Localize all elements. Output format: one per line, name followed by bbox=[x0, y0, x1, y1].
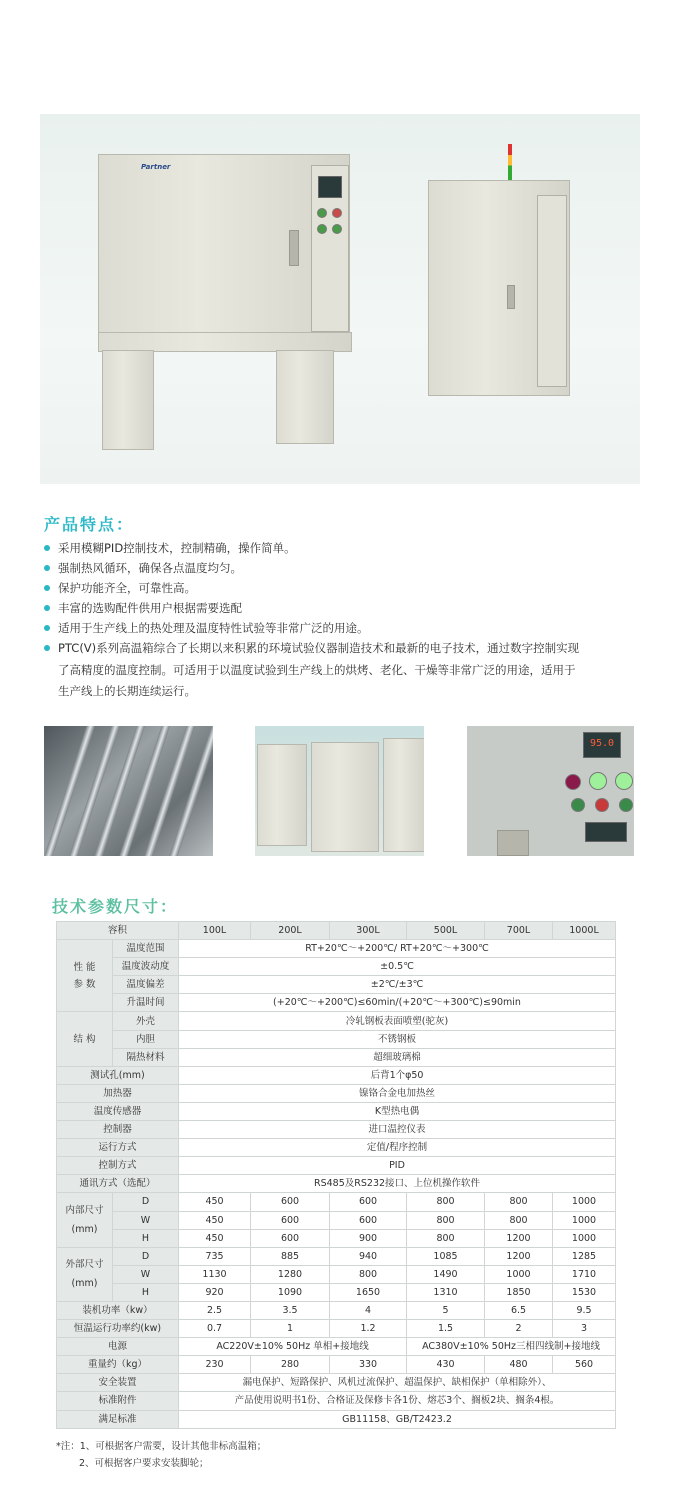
table-row bbox=[57, 1102, 616, 1120]
cell: 1 bbox=[251, 1320, 330, 1338]
factory-ovens-photo bbox=[255, 726, 424, 856]
header-col: 300L bbox=[330, 922, 407, 940]
cell: 480 bbox=[485, 1356, 553, 1374]
row-label: D bbox=[113, 1193, 179, 1211]
indicator-light bbox=[565, 774, 581, 790]
cell: 800 bbox=[485, 1211, 553, 1229]
row-label: 测试孔(mm) bbox=[57, 1066, 179, 1084]
specs-title: 技术参数尺寸： bbox=[52, 897, 179, 916]
oven-body-right bbox=[428, 180, 570, 396]
door-handle bbox=[497, 830, 529, 856]
control-panel-photo bbox=[467, 726, 634, 856]
row-value: 定值/程序控制 bbox=[179, 1139, 616, 1157]
table-row bbox=[57, 1066, 616, 1084]
indicator-light bbox=[571, 798, 585, 812]
oven-unit bbox=[311, 742, 379, 852]
feature-item: 适用于生产线上的热处理及温度特性试验等非常广泛的用途。 bbox=[44, 618, 644, 638]
table-row bbox=[57, 1030, 616, 1048]
feature-item: 丰富的选购配件供用户根据需要选配 bbox=[44, 598, 644, 618]
control-panel bbox=[537, 195, 567, 387]
cell: 1530 bbox=[553, 1283, 616, 1301]
cell: 430 bbox=[407, 1356, 485, 1374]
header-col: 500L bbox=[407, 922, 485, 940]
row-value: 镍铬合金电加热丝 bbox=[179, 1084, 616, 1102]
bullet-icon bbox=[44, 645, 50, 651]
cell: 1710 bbox=[553, 1265, 616, 1283]
feature-item: 强制热风循环，确保各点温度均匀。 bbox=[44, 558, 644, 578]
row-label: W bbox=[113, 1265, 179, 1283]
cell: 1000 bbox=[485, 1265, 553, 1283]
row-label: 外壳 bbox=[113, 1012, 179, 1030]
cell: 560 bbox=[553, 1356, 616, 1374]
table-row bbox=[57, 1012, 616, 1030]
brand-logo: Partner bbox=[141, 163, 171, 171]
feature-item-long: PTC(V)系列高温箱综合了长期以来积累的环境试验仪器制造技术和最新的电子技术，通过数字控制实现 了高精度的温度控制。可适用于以温度试验到生产线上的烘烤、老化、干燥等非常广泛的用途，适用于 生产线上的长期连续运行。 bbox=[44, 638, 644, 703]
row-label: 温度偏差 bbox=[113, 976, 179, 994]
footnote-line: *注：1、可根据客户需要，设计其他非标高温箱； bbox=[56, 1441, 267, 1452]
group-label: 外部尺寸 (mm) bbox=[57, 1247, 113, 1301]
row-label: 装机功率（kw） bbox=[57, 1301, 179, 1319]
cell: 800 bbox=[407, 1229, 485, 1247]
row-label: 温度波动度 bbox=[113, 958, 179, 976]
table-row bbox=[57, 1320, 616, 1338]
row-label: 内胆 bbox=[113, 1030, 179, 1048]
cell: 600 bbox=[330, 1211, 407, 1229]
cell: 450 bbox=[179, 1211, 251, 1229]
cell: 1280 bbox=[251, 1265, 330, 1283]
row-value: 后背1个φ50 bbox=[179, 1066, 616, 1084]
cell: 800 bbox=[485, 1193, 553, 1211]
cell: 1.5 bbox=[407, 1320, 485, 1338]
cell: 3.5 bbox=[251, 1301, 330, 1319]
row-label: 控制器 bbox=[57, 1121, 179, 1139]
cell: 1000 bbox=[553, 1229, 616, 1247]
row-label: 满足标准 bbox=[57, 1410, 179, 1428]
table-row bbox=[57, 1356, 616, 1374]
cell: 9.5 bbox=[553, 1301, 616, 1319]
cell: 1130 bbox=[179, 1265, 251, 1283]
indicator-light bbox=[619, 798, 633, 812]
row-label: 安全装置 bbox=[57, 1374, 179, 1392]
row-label: D bbox=[113, 1247, 179, 1265]
cell: 800 bbox=[407, 1211, 485, 1229]
bullet-icon bbox=[44, 625, 50, 631]
heater-rods-photo bbox=[44, 726, 213, 856]
row-value: RT+20℃～+200℃/ RT+20℃～+300℃ bbox=[179, 940, 616, 958]
row-label: 加热器 bbox=[57, 1084, 179, 1102]
table-row bbox=[57, 1193, 616, 1211]
group-label: 结 构 bbox=[57, 1012, 113, 1066]
table-row bbox=[57, 1265, 616, 1283]
header-col: 200L bbox=[251, 922, 330, 940]
header-col: 700L bbox=[485, 922, 553, 940]
table-row bbox=[57, 1283, 616, 1301]
cell: 1850 bbox=[485, 1283, 553, 1301]
cell: 450 bbox=[179, 1193, 251, 1211]
cell: 940 bbox=[330, 1247, 407, 1265]
table-header-row bbox=[57, 922, 616, 940]
temperature-display: 95.0 bbox=[583, 732, 621, 758]
indicator-light bbox=[332, 224, 342, 234]
feature-item: 采用模糊PID控制技术，控制精确，操作简单。 bbox=[44, 538, 644, 558]
indicator-light bbox=[317, 224, 327, 234]
row-value: ±2℃/±3℃ bbox=[179, 976, 616, 994]
row-value: ±0.5℃ bbox=[179, 958, 616, 976]
row-value: RS485及RS232接口、上位机操作软件 bbox=[179, 1175, 616, 1193]
cell: 1310 bbox=[407, 1283, 485, 1301]
row-label: 隔热材料 bbox=[113, 1048, 179, 1066]
oven-stand-leg bbox=[102, 350, 154, 450]
product-hero-image bbox=[40, 114, 640, 484]
cell: 1200 bbox=[485, 1247, 553, 1265]
cell: 0.7 bbox=[179, 1320, 251, 1338]
cell: 1.2 bbox=[330, 1320, 407, 1338]
table-row bbox=[57, 1229, 616, 1247]
footnote-line: 2、可根据客户要求安装脚轮； bbox=[79, 1458, 209, 1469]
cell: 1000 bbox=[553, 1193, 616, 1211]
cell: 800 bbox=[330, 1265, 407, 1283]
indicator-light bbox=[589, 772, 607, 790]
row-value: 漏电保护、短路保护、风机过流保护、超温保护、缺相保护（单相除外）、 bbox=[179, 1374, 616, 1392]
row-value: 产品使用说明书1份、合格证及保修卡各1份、熔芯3个、搁板2块、搁条4根。 bbox=[179, 1392, 616, 1410]
row-value: (+20℃～+200℃)≤60min/(+20℃～+300℃)≤90min bbox=[179, 994, 616, 1012]
oven-stand-leg bbox=[276, 350, 334, 444]
indicator-light bbox=[332, 208, 342, 218]
row-label: 恒温运行功率约(kw) bbox=[57, 1320, 179, 1338]
cell: 600 bbox=[251, 1193, 330, 1211]
row-label: 标准附件 bbox=[57, 1392, 179, 1410]
oven-stand bbox=[98, 332, 352, 352]
features-title: 产品特点： bbox=[44, 515, 135, 534]
indicator-light bbox=[615, 772, 633, 790]
cell: 1085 bbox=[407, 1247, 485, 1265]
table-row bbox=[57, 940, 616, 958]
cell: 5 bbox=[407, 1301, 485, 1319]
table-row bbox=[57, 958, 616, 976]
row-value: 进口温控仪表 bbox=[179, 1121, 616, 1139]
row-label: 运行方式 bbox=[57, 1139, 179, 1157]
table-row bbox=[57, 1338, 616, 1356]
bullet-icon bbox=[44, 545, 50, 551]
oven-body-left bbox=[98, 154, 350, 334]
cell: 1200 bbox=[485, 1229, 553, 1247]
cell: 4 bbox=[330, 1301, 407, 1319]
bullet-icon bbox=[44, 585, 50, 591]
row-label: H bbox=[113, 1229, 179, 1247]
features-list bbox=[44, 538, 644, 703]
cell: 280 bbox=[251, 1356, 330, 1374]
table-row bbox=[57, 976, 616, 994]
row-value: AC380V±10% 50Hz三相四线制+接地线 bbox=[407, 1338, 616, 1356]
row-value: 冷轧钢板表面喷塑(驼灰) bbox=[179, 1012, 616, 1030]
cell: 885 bbox=[251, 1247, 330, 1265]
table-row bbox=[57, 1048, 616, 1066]
oven-unit bbox=[257, 744, 307, 846]
heater-rod bbox=[44, 726, 97, 856]
indicator-light bbox=[595, 798, 609, 812]
cell: 450 bbox=[179, 1229, 251, 1247]
table-row bbox=[57, 1211, 616, 1229]
table-row bbox=[57, 1392, 616, 1410]
indicator-light bbox=[317, 208, 327, 218]
table-row bbox=[57, 1175, 616, 1193]
cell: 3 bbox=[553, 1320, 616, 1338]
row-label: H bbox=[113, 1283, 179, 1301]
cell: 600 bbox=[251, 1211, 330, 1229]
cell: 2 bbox=[485, 1320, 553, 1338]
signal-tower bbox=[508, 144, 512, 180]
row-label: 升温时间 bbox=[113, 994, 179, 1012]
cell: 900 bbox=[330, 1229, 407, 1247]
row-label: 温度范围 bbox=[113, 940, 179, 958]
row-value: K型热电偶 bbox=[179, 1102, 616, 1120]
bullet-icon bbox=[44, 605, 50, 611]
oven-unit bbox=[383, 738, 424, 852]
row-label: 通讯方式（选配） bbox=[57, 1175, 179, 1193]
footnotes bbox=[56, 1438, 266, 1472]
cell: 920 bbox=[179, 1283, 251, 1301]
spec-table bbox=[56, 921, 616, 1429]
table-row bbox=[57, 1121, 616, 1139]
row-label: 电源 bbox=[57, 1338, 179, 1356]
cell: 600 bbox=[251, 1229, 330, 1247]
group-label: 内部尺寸 (mm) bbox=[57, 1193, 113, 1247]
row-value: PID bbox=[179, 1157, 616, 1175]
cell: 800 bbox=[407, 1193, 485, 1211]
row-value: GB11158、GB/T2423.2 bbox=[179, 1410, 616, 1428]
row-label: W bbox=[113, 1211, 179, 1229]
header-col: 1000L bbox=[553, 922, 616, 940]
secondary-display bbox=[585, 822, 627, 842]
table-row bbox=[57, 1157, 616, 1175]
table-row bbox=[57, 1084, 616, 1102]
table-row bbox=[57, 994, 616, 1012]
row-value: 不锈钢板 bbox=[179, 1030, 616, 1048]
cell: 1285 bbox=[553, 1247, 616, 1265]
header-col: 100L bbox=[179, 922, 251, 940]
table-row bbox=[57, 1139, 616, 1157]
group-label: 性 能 参 数 bbox=[57, 940, 113, 1012]
table-row bbox=[57, 1374, 616, 1392]
door-handle bbox=[507, 285, 515, 309]
bullet-icon bbox=[44, 565, 50, 571]
table-row bbox=[57, 1301, 616, 1319]
feature-item: 保护功能齐全，可靠性高。 bbox=[44, 578, 644, 598]
cell: 735 bbox=[179, 1247, 251, 1265]
cell: 1650 bbox=[330, 1283, 407, 1301]
cell: 1000 bbox=[553, 1211, 616, 1229]
row-label: 温度传感器 bbox=[57, 1102, 179, 1120]
cell: 230 bbox=[179, 1356, 251, 1374]
door-handle bbox=[289, 230, 299, 266]
control-panel bbox=[311, 165, 349, 332]
cell: 1090 bbox=[251, 1283, 330, 1301]
table-row bbox=[57, 1410, 616, 1428]
header-label: 容积 bbox=[57, 922, 179, 940]
table-row bbox=[57, 1247, 616, 1265]
cell: 330 bbox=[330, 1356, 407, 1374]
cell: 1490 bbox=[407, 1265, 485, 1283]
controller-display bbox=[318, 176, 342, 198]
cell: 6.5 bbox=[485, 1301, 553, 1319]
row-label: 重量约（kg） bbox=[57, 1356, 179, 1374]
cell: 2.5 bbox=[179, 1301, 251, 1319]
row-label: 控制方式 bbox=[57, 1157, 179, 1175]
cell: 600 bbox=[330, 1193, 407, 1211]
row-value: 超细玻璃棉 bbox=[179, 1048, 616, 1066]
row-value: AC220V±10% 50Hz 单相+接地线 bbox=[179, 1338, 407, 1356]
